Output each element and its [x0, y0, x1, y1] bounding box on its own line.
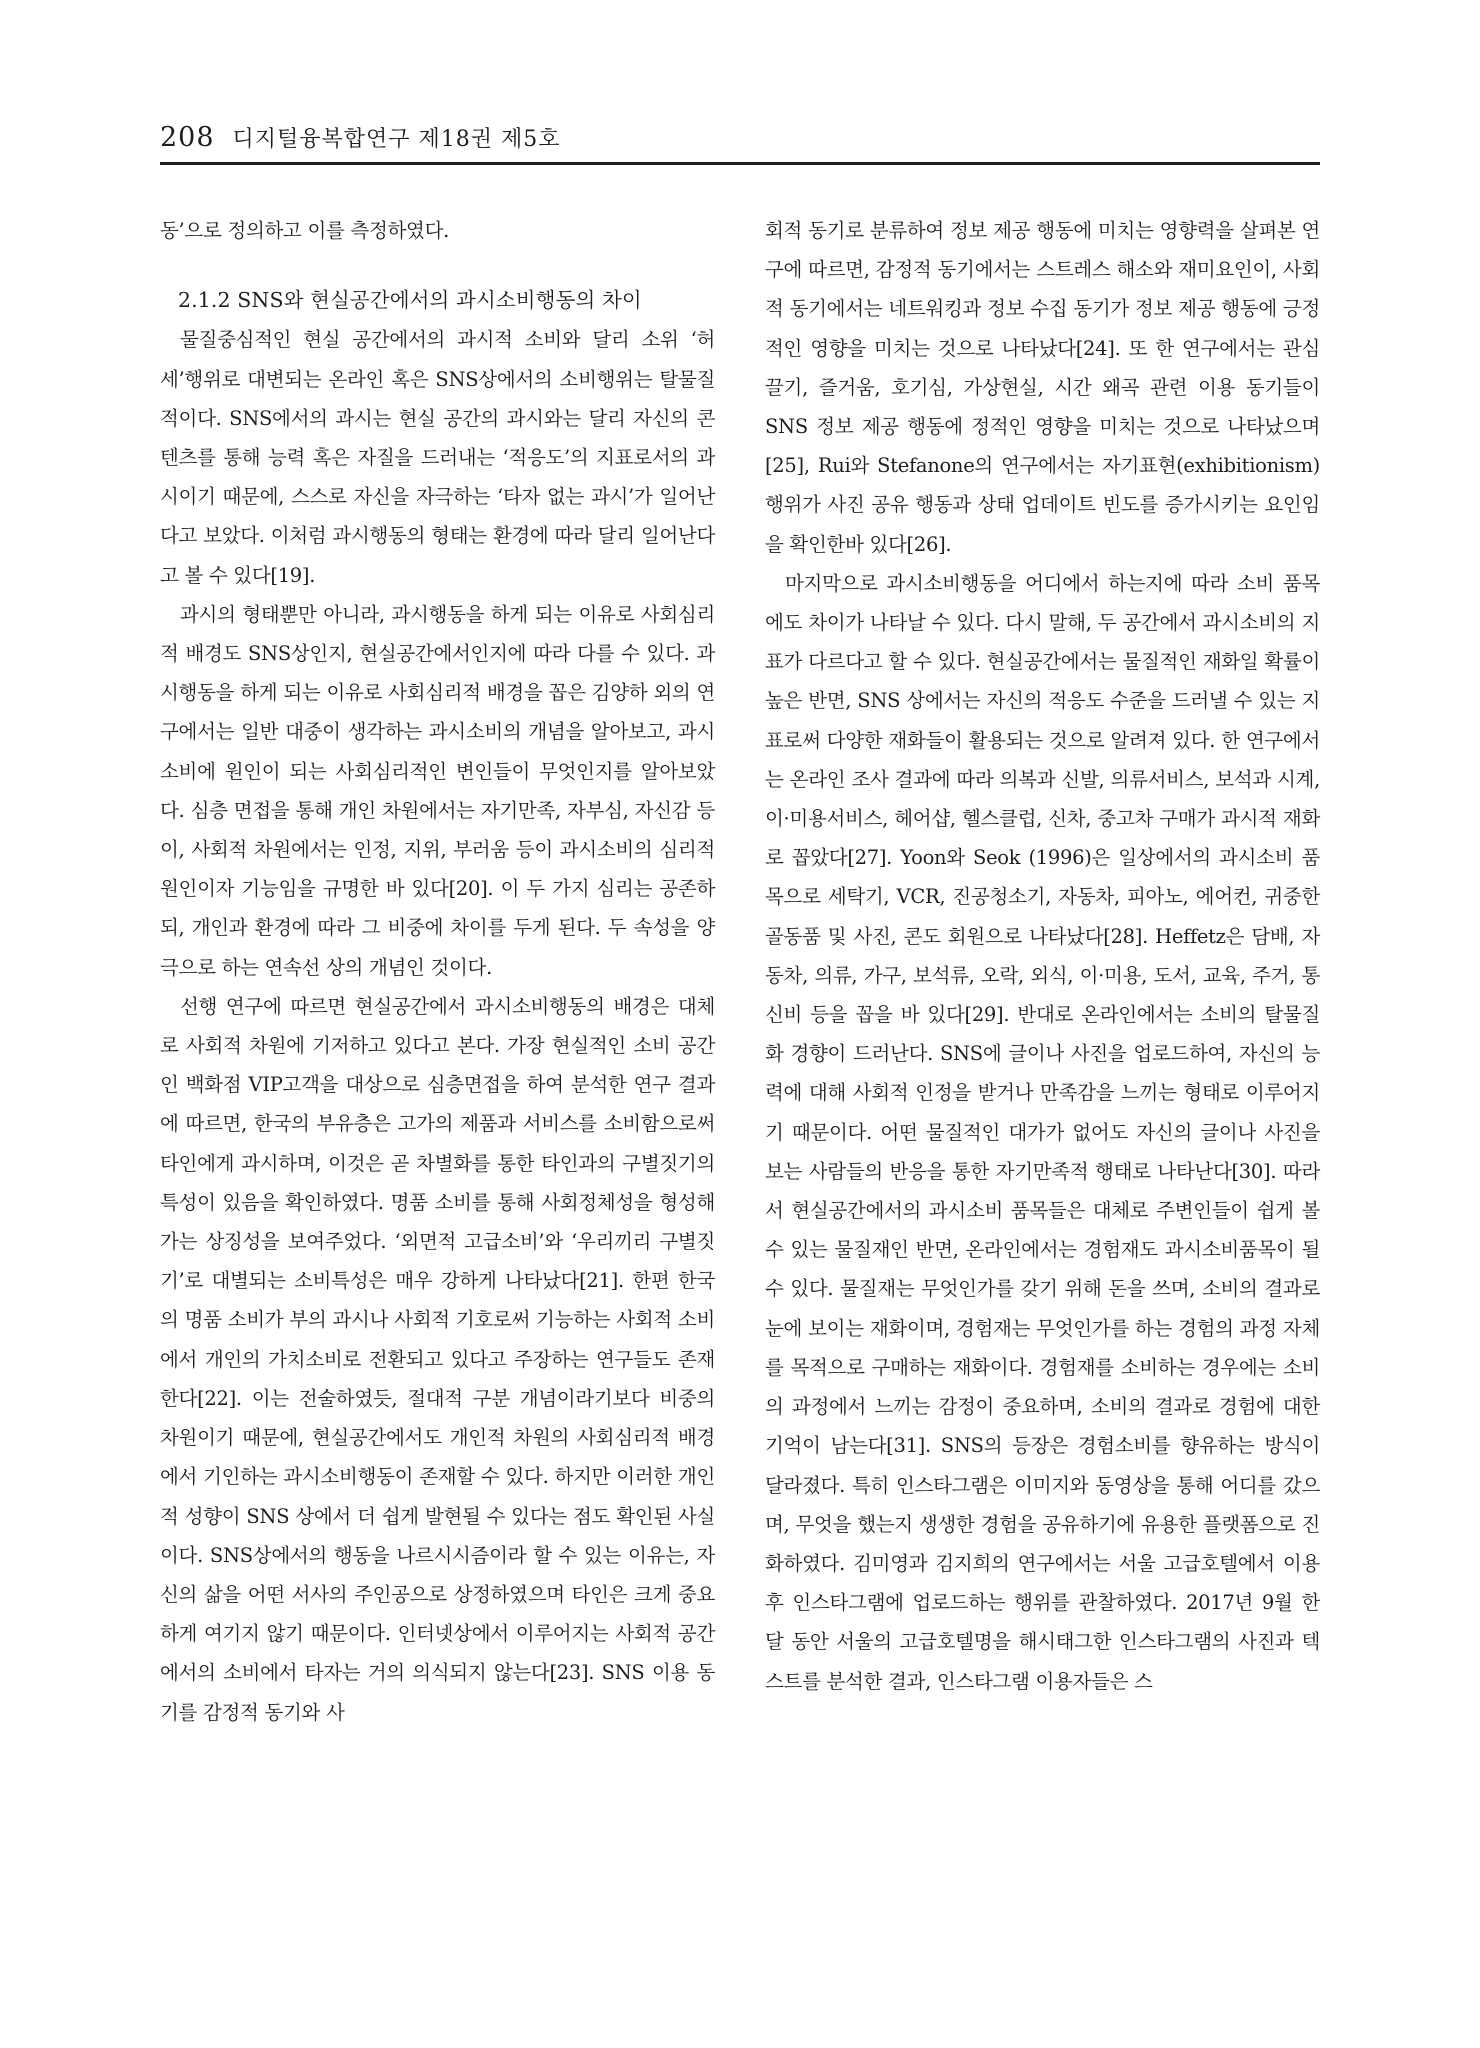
- header-rule: [160, 162, 1320, 165]
- right-column: [765, 211, 1320, 1701]
- body-paragraph: 물질중심적인 현실 공간에서의 과시적 소비와 달리 소위 ‘허세’행위로 대변되는 온라인 혹은 SNS상에서의 소비행위는 탈물질적이다. SNS에서의 과시는 현실 공간의 과시와는 달리 자신의 콘텐츠를 통해 능력 혹은 자질을 드러내는 ‘적응도’의 지표로서의 과시이기 때문에, 스스로 자신을 자극하는 ‘타자 없는 과시’가 일어난다고 보았다. 이처럼 과시행동의 형태는 환경에 따라 달리 일어난다고 볼 수 있다[19].: [160, 328, 715, 587]
- continued-text: 동’으로 정의하고 이를 측정하였다.: [160, 219, 450, 242]
- running-header: [160, 122, 1320, 162]
- body-paragraph: 선행 연구에 따르면 현실공간에서 과시소비행동의 배경은 대체로 사회적 차원에 기저하고 있다고 본다. 가장 현실적인 소비 공간인 백화점 VIP고객을 대상으로 심층면접을 하여 분석한 연구 결과에 따르면, 한국의 부유층은 고가의 제품과 서비스를 소비함으로써 타인에게 과시하며, 이것은 곧 차별화를 통한 타인과의 구별짓기의 특성이 있음을 확인하였다. 명품 소비를 통해 사회정체성을 형성해 가는 상징성을 보여주었다. ‘외면적 고급소비’와 ‘우리끼리 구별짓기’로 대별되는 소비특성은 매우 강하게 나타났다[21]. 한편 한국의 명품 소비가 부의 과시나 사회적 기호로써 기능하는 사회적 소비에서 개인의 가치소비로 전환되고 있다고 주장하는 연구들도 존재한다[22]. 이는 전술하였듯, 절대적 구분 개념이라기보다 비중의 차원이기 때문에, 현실공간에서도 개인적 차원의 사회심리적 배경에서 기인하는 과시소비행동이 존재할 수 있다. 하지만 이러한 개인적 성향이 SNS 상에서 더 쉽게 발현될 수 있다는 점도 확인된 사실이다. SNS상에서의 행동을 나르시시즘이라 할 수 있는 이유는, 자신의 삶을 어떤 서사의 주인공으로 상정하였으며 타인은 크게 중요하게 여기지 않기 때문이다. 인터넷상에서 이루어지는 사회적 공간에서의 소비에서 타자는 거의 의식되지 않는다[23]. SNS 이용 동기를 감정적 동기와 사: [160, 994, 715, 1724]
- body-paragraph: 과시의 형태뿐만 아니라, 과시행동을 하게 되는 이유로 사회심리적 배경도 SNS상인지, 현실공간에서인지에 따라 다를 수 있다. 과시행동을 하게 되는 이유로 사회심리적 배경을 꼽은 김양하 외의 연구에서는 일반 대중이 생각하는 과시소비의 개념을 알아보고, 과시소비에 원인이 되는 사회심리적인 변인들이 무엇인지를 알아보았다. 심층 면접을 통해 개인 차원에서는 자기만족, 자부심, 자신감 등이, 사회적 차원에서는 인정, 지위, 부러움 등이 과시소비의 심리적 원인이자 기능임을 규명한 바 있다[20]. 이 두 가지 심리는 공존하되, 개인과 환경에 따라 그 비중에 차이를 두게 된다. 두 속성을 양극으로 하는 연속선 상의 개념인 것이다.: [160, 602, 715, 979]
- left-column: [160, 211, 715, 1732]
- journal-info: 디지털융복합연구 제18권 제5호: [232, 127, 561, 152]
- page-number: 208: [160, 122, 215, 153]
- body-paragraph: 회적 동기로 분류하여 정보 제공 행동에 미치는 영향력을 살펴본 연구에 따르면, 감정적 동기에서는 스트레스 해소와 재미요인이, 사회적 동기에서는 네트워킹과 정보 수집 동기가 정보 제공 행동에 긍정적인 영향을 미치는 것으로 나타났다[24]. 또 한 연구에서는 관심 끌기, 즐거움, 호기심, 가상현실, 시간 왜곡 관련 이용 동기들이 SNS 정보 제공 행동에 정적인 영향을 미치는 것으로 나타났으며[25], Rui와 Stefanone의 연구에서는 자기표현(exhibitionism)행위가 사진 공유 행동과 상태 업데이트 빈도를 증가시키는 요인임을 확인한바 있다[26].: [765, 219, 1320, 556]
- body-paragraph: 마지막으로 과시소비행동을 어디에서 하는지에 따라 소비 품목에도 차이가 나타날 수 있다. 다시 말해, 두 공간에서 과시소비의 지표가 다르다고 할 수 있다. 현실공간에서는 물질적인 재화일 확률이 높은 반면, SNS 상에서는 자신의 적응도 수준을 드러낼 수 있는 지표로써 다양한 재화들이 활용되는 것으로 알려져 있다. 한 연구에서는 온라인 조사 결과에 따라 의복과 신발, 의류서비스, 보석과 시계, 이·미용서비스, 헤어샵, 헬스클럽, 신차, 중고차 구매가 과시적 재화로 꼽았다[27]. Yoon와 Seok (1996)은 일상에서의 과시소비 품목으로 세탁기, VCR, 진공청소기, 자동차, 피아노, 에어컨, 귀중한 골동품 및 사진, 콘도 회원으로 나타났다[28]. Heffetz은 담배, 자동차, 의류, 가구, 보석류, 오락, 외식, 이·미용, 도서, 교육, 주거, 통신비 등을 꼽을 바 있다[29]. 반대로 온라인에서는 소비의 탈물질화 경향이 드러난다. SNS에 글이나 사진을 업로드하여, 자신의 능력에 대해 사회적 인정을 받거나 만족감을 느끼는 형태로 이루어지기 때문이다. 어떤 물질적인 대가가 없어도 자신의 글이나 사진을 보는 사람들의 반응을 통한 자기만족적 행태로 나타난다[30]. 따라서 현실공간에서의 과시소비 품목들은 대체로 주변인들이 쉽게 볼 수 있는 물질재인 반면, 온라인에서는 경험재도 과시소비품목이 될 수 있다. 물질재는 무엇인가를 갖기 위해 돈을 쓰며, 소비의 결과로 눈에 보이는 재화이며, 경험재는 무엇인가를 하는 경험의 과정 자체를 목적으로 구매하는 재화이다. 경험재를 소비하는 경우에는 소비의 과정에서 느끼는 감정이 중요하며, 소비의 결과로 경험에 대한 기억이 남는다[31]. SNS의 등장은 경험소비를 향유하는 방식이 달라졌다. 특히 인스타그램은 이미지와 동영상을 통해 어디를 갔으며, 무엇을 했는지 생생한 경험을 공유하기에 유용한 플랫폼으로 진화하였다. 김미영과 김지희의 연구에서는 서울 고급호텔에서 이용 후 인스타그램에 업로드하는 행위를 관찰하였다. 2017년 9월 한 달 동안 서울의 고급호텔명을 해시태그한 인스타그램의 사진과 텍스트를 분석한 결과, 인스타그램 이용자들은 스: [765, 571, 1320, 1693]
- section-heading: 2.1.2 SNS와 현실공간에서의 과시소비행동의 차이: [178, 288, 642, 313]
